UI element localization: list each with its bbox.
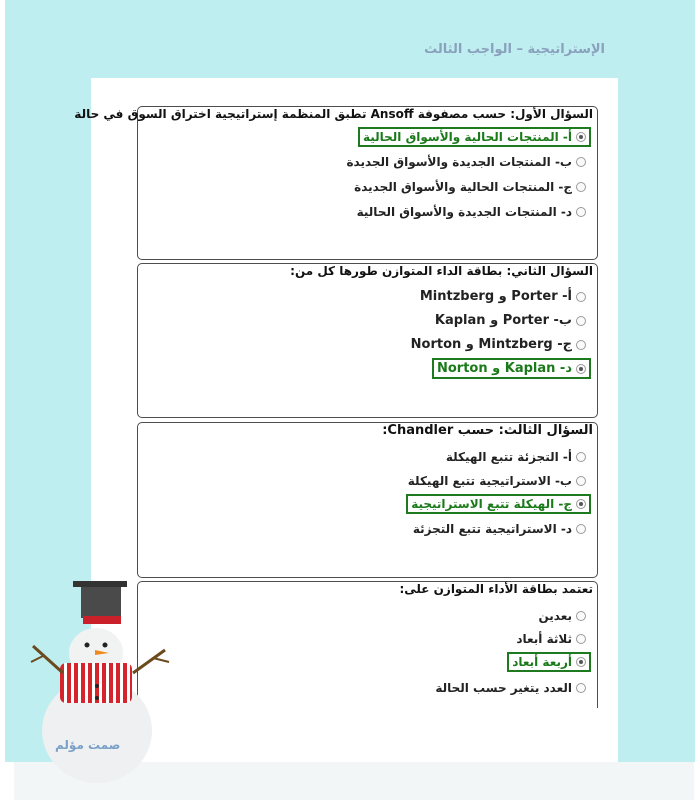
q1-option-d[interactable] bbox=[352, 202, 591, 222]
question-2 bbox=[137, 263, 598, 418]
option-label: د- Kaplan و Norton bbox=[437, 361, 572, 376]
question-1-title: السؤال الأول: حسب مصفوفة Ansoff تطبق المنظمة إستراتيجية اختراق السوق في حالة bbox=[74, 107, 593, 121]
question-4-title: تعتمد بطاقة الأداء المتوازن على: bbox=[399, 582, 593, 596]
radio-button[interactable] bbox=[576, 132, 586, 142]
q1-option-c[interactable] bbox=[349, 177, 591, 197]
radio-button[interactable] bbox=[576, 364, 586, 374]
option-label: أربعة أبعاد bbox=[512, 655, 572, 669]
radio-button[interactable] bbox=[576, 657, 586, 667]
radio-button[interactable] bbox=[576, 207, 586, 217]
q4-option-d[interactable] bbox=[430, 678, 591, 698]
q1-option-b[interactable] bbox=[341, 152, 591, 172]
question-2-title: السؤال الثاني: بطاقة الداء المتوازن طورها كل من: bbox=[290, 264, 593, 278]
q3-option-d[interactable] bbox=[408, 519, 591, 539]
radio-button[interactable] bbox=[576, 182, 586, 192]
option-label: أ- Porter و Mintzberg bbox=[419, 289, 572, 304]
snowman-illustration bbox=[25, 578, 175, 788]
option-label: أ- التجزئة تتبع الهيكلة bbox=[445, 450, 572, 464]
radio-button[interactable] bbox=[576, 524, 586, 534]
page-title: الإستراتيجية – الواجب الثالث bbox=[424, 42, 605, 57]
q2-option-c[interactable] bbox=[406, 334, 591, 355]
snowman-right-twig bbox=[153, 658, 169, 662]
option-label: ج- Mintzberg و Norton bbox=[410, 337, 572, 352]
q4-option-a[interactable] bbox=[533, 606, 591, 626]
snowman-nose bbox=[95, 650, 109, 655]
question-3 bbox=[137, 422, 598, 578]
question-4 bbox=[137, 581, 598, 708]
q2-option-a[interactable] bbox=[415, 286, 591, 307]
q2-option-b[interactable] bbox=[430, 310, 591, 331]
q3-option-c[interactable] bbox=[406, 494, 591, 514]
radio-button[interactable] bbox=[576, 452, 586, 462]
radio-button[interactable] bbox=[576, 476, 586, 486]
radio-button[interactable] bbox=[576, 634, 586, 644]
snowman-button bbox=[95, 696, 99, 700]
option-label: ب- Porter و Kaplan bbox=[434, 313, 572, 328]
question-1 bbox=[74, 106, 598, 260]
question-3-title: السؤال الثالث: حسب Chandler: bbox=[382, 423, 593, 438]
snowman-eye-right bbox=[103, 643, 108, 648]
radio-button[interactable] bbox=[576, 683, 586, 693]
radio-button[interactable] bbox=[576, 611, 586, 621]
option-label: ج- الهيكلة تتبع الاستراتيجية bbox=[411, 497, 572, 511]
q4-option-c[interactable] bbox=[507, 652, 591, 672]
radio-button[interactable] bbox=[576, 499, 586, 509]
option-label: العدد يتغير حسب الحالة bbox=[435, 681, 572, 695]
snowman-button bbox=[95, 684, 99, 688]
signature-text: صمت مؤلم bbox=[55, 738, 121, 752]
option-label: ج- المنتجات الحالية والأسواق الجديدة bbox=[354, 180, 572, 194]
snowman-eye-left bbox=[85, 643, 90, 648]
option-label: د- الاستراتيجية تتبع التجزئة bbox=[412, 522, 572, 536]
q2-option-d[interactable] bbox=[432, 358, 591, 379]
q4-option-b[interactable] bbox=[511, 629, 591, 649]
q1-option-a[interactable] bbox=[358, 127, 591, 147]
q3-option-b[interactable] bbox=[403, 471, 591, 491]
snowman-left-twig bbox=[31, 656, 43, 662]
snowman-right-arm bbox=[133, 650, 165, 673]
radio-button[interactable] bbox=[576, 340, 586, 350]
q3-option-a[interactable] bbox=[441, 447, 591, 467]
snowman-details bbox=[25, 578, 175, 788]
radio-button[interactable] bbox=[576, 157, 586, 167]
radio-button[interactable] bbox=[576, 292, 586, 302]
radio-button[interactable] bbox=[576, 316, 586, 326]
option-label: أ- المنتجات الحالية والأسواق الحالية bbox=[362, 130, 572, 144]
option-label: ب- المنتجات الجديدة والأسواق الجديدة bbox=[346, 155, 572, 169]
option-label: ثلاثة أبعاد bbox=[516, 632, 572, 646]
option-label: د- المنتجات الجديدة والأسواق الحالية bbox=[356, 205, 572, 219]
option-label: بعدين bbox=[538, 609, 572, 623]
option-label: ب- الاستراتيجية تتبع الهيكلة bbox=[407, 474, 572, 488]
